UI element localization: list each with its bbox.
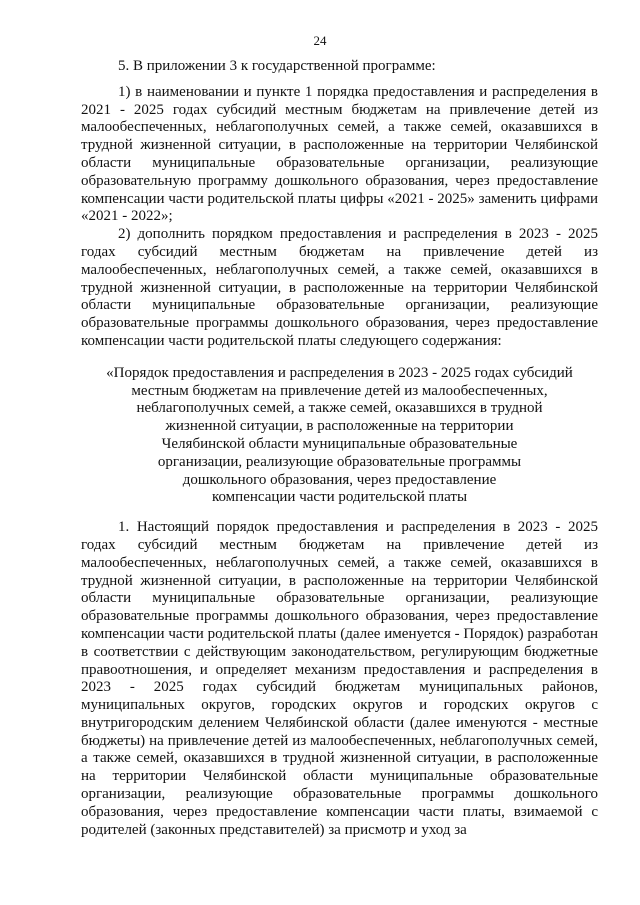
section-heading: 5. В приложении 3 к государственной программе: bbox=[118, 58, 436, 74]
document-body bbox=[81, 58, 598, 839]
procedure-title-line: «Порядок предоставления и распределения в 2023 - 2025 годах субсидий bbox=[106, 364, 573, 381]
procedure-title-line: компенсации части родительской платы bbox=[211, 489, 468, 506]
procedure-title-line: организации, реализующие образовательные программы bbox=[157, 453, 522, 470]
procedure-title-line: Челябинской области муниципальные образовательные bbox=[161, 435, 518, 452]
paragraph-item-2: 2) дополнить порядком предоставления и распределения в 2023 - 2025 годах субсидий местным бюджетам на привлечение детей из малообеспеченных, неблагополучных семей, а также семей, оказавшихся в трудной жизненной ситуации, в расположенные на территории Челябинской области муниципальные образовательные организации, реализующие образовательные программы дошкольного образования, через предоставление компенсации части родительской платы следующего содержания: bbox=[81, 226, 598, 349]
procedure-title bbox=[81, 365, 598, 507]
paragraph-point-1: 1. Настоящий порядок предоставления и распределения в 2023 - 2025 годах субсидий местным бюджетам на привлечение детей из малообеспеченных, неблагополучных семей, а также семей, оказавшихся в трудной жизненной ситуации, в расположенные на территории Челябинской области муниципальные образовательные организации, реализующие образовательные программы дошкольного образования, через предоставление компенсации части родительской платы (далее именуется - Порядок) разработан в соответствии с действующим законодательством, регулирующим бюджетные правоотношения, и определяет механизм предоставления и распределения в 2023 - 2025 годах субсидий бюджетам муниципальных районов, муниципальных округов, городских округов и городских округов с внутригородским делением Челябинской области (далее именуются - местные бюджеты) на привлечение детей из малообеспеченных, неблагополучных семей, а также семей, оказавшихся в трудной жизненной ситуации, в расположенные на территории Челябинской области муниципальные образовательные организации, реализующие образовательные программы дошкольного образования, через предоставление компенсации части платы, взимаемой с родителей (законных представителей) за присмотр и уход за bbox=[81, 519, 598, 838]
procedure-title-line: жизненной ситуации, в расположенные на территории bbox=[165, 418, 514, 435]
procedure-title-line: местным бюджетам на привлечение детей из малообеспеченных, bbox=[131, 382, 548, 399]
procedure-title-line: неблагополучных семей, а также семей, оказавшихся в трудной bbox=[136, 400, 543, 417]
paragraph-item-1: 1) в наименовании и пункте 1 порядка предоставления и распределения в 2021 - 2025 годах субсидий местным бюджетам на привлечение детей из малообеспеченных, неблагополучных семей, а также семей, оказавшихся в трудной жизненной ситуации, в расположенные на территории Челябинской области муниципальные образовательные организации, реализующие образовательную программу дошкольного образования, через предоставление компенсации части родительской платы цифры «2021 - 2025» заменить цифрами «2021 - 2022»; bbox=[81, 83, 598, 225]
procedure-title-line: дошкольного образования, через предоставление bbox=[182, 471, 497, 488]
page-number: 24 bbox=[313, 33, 327, 48]
